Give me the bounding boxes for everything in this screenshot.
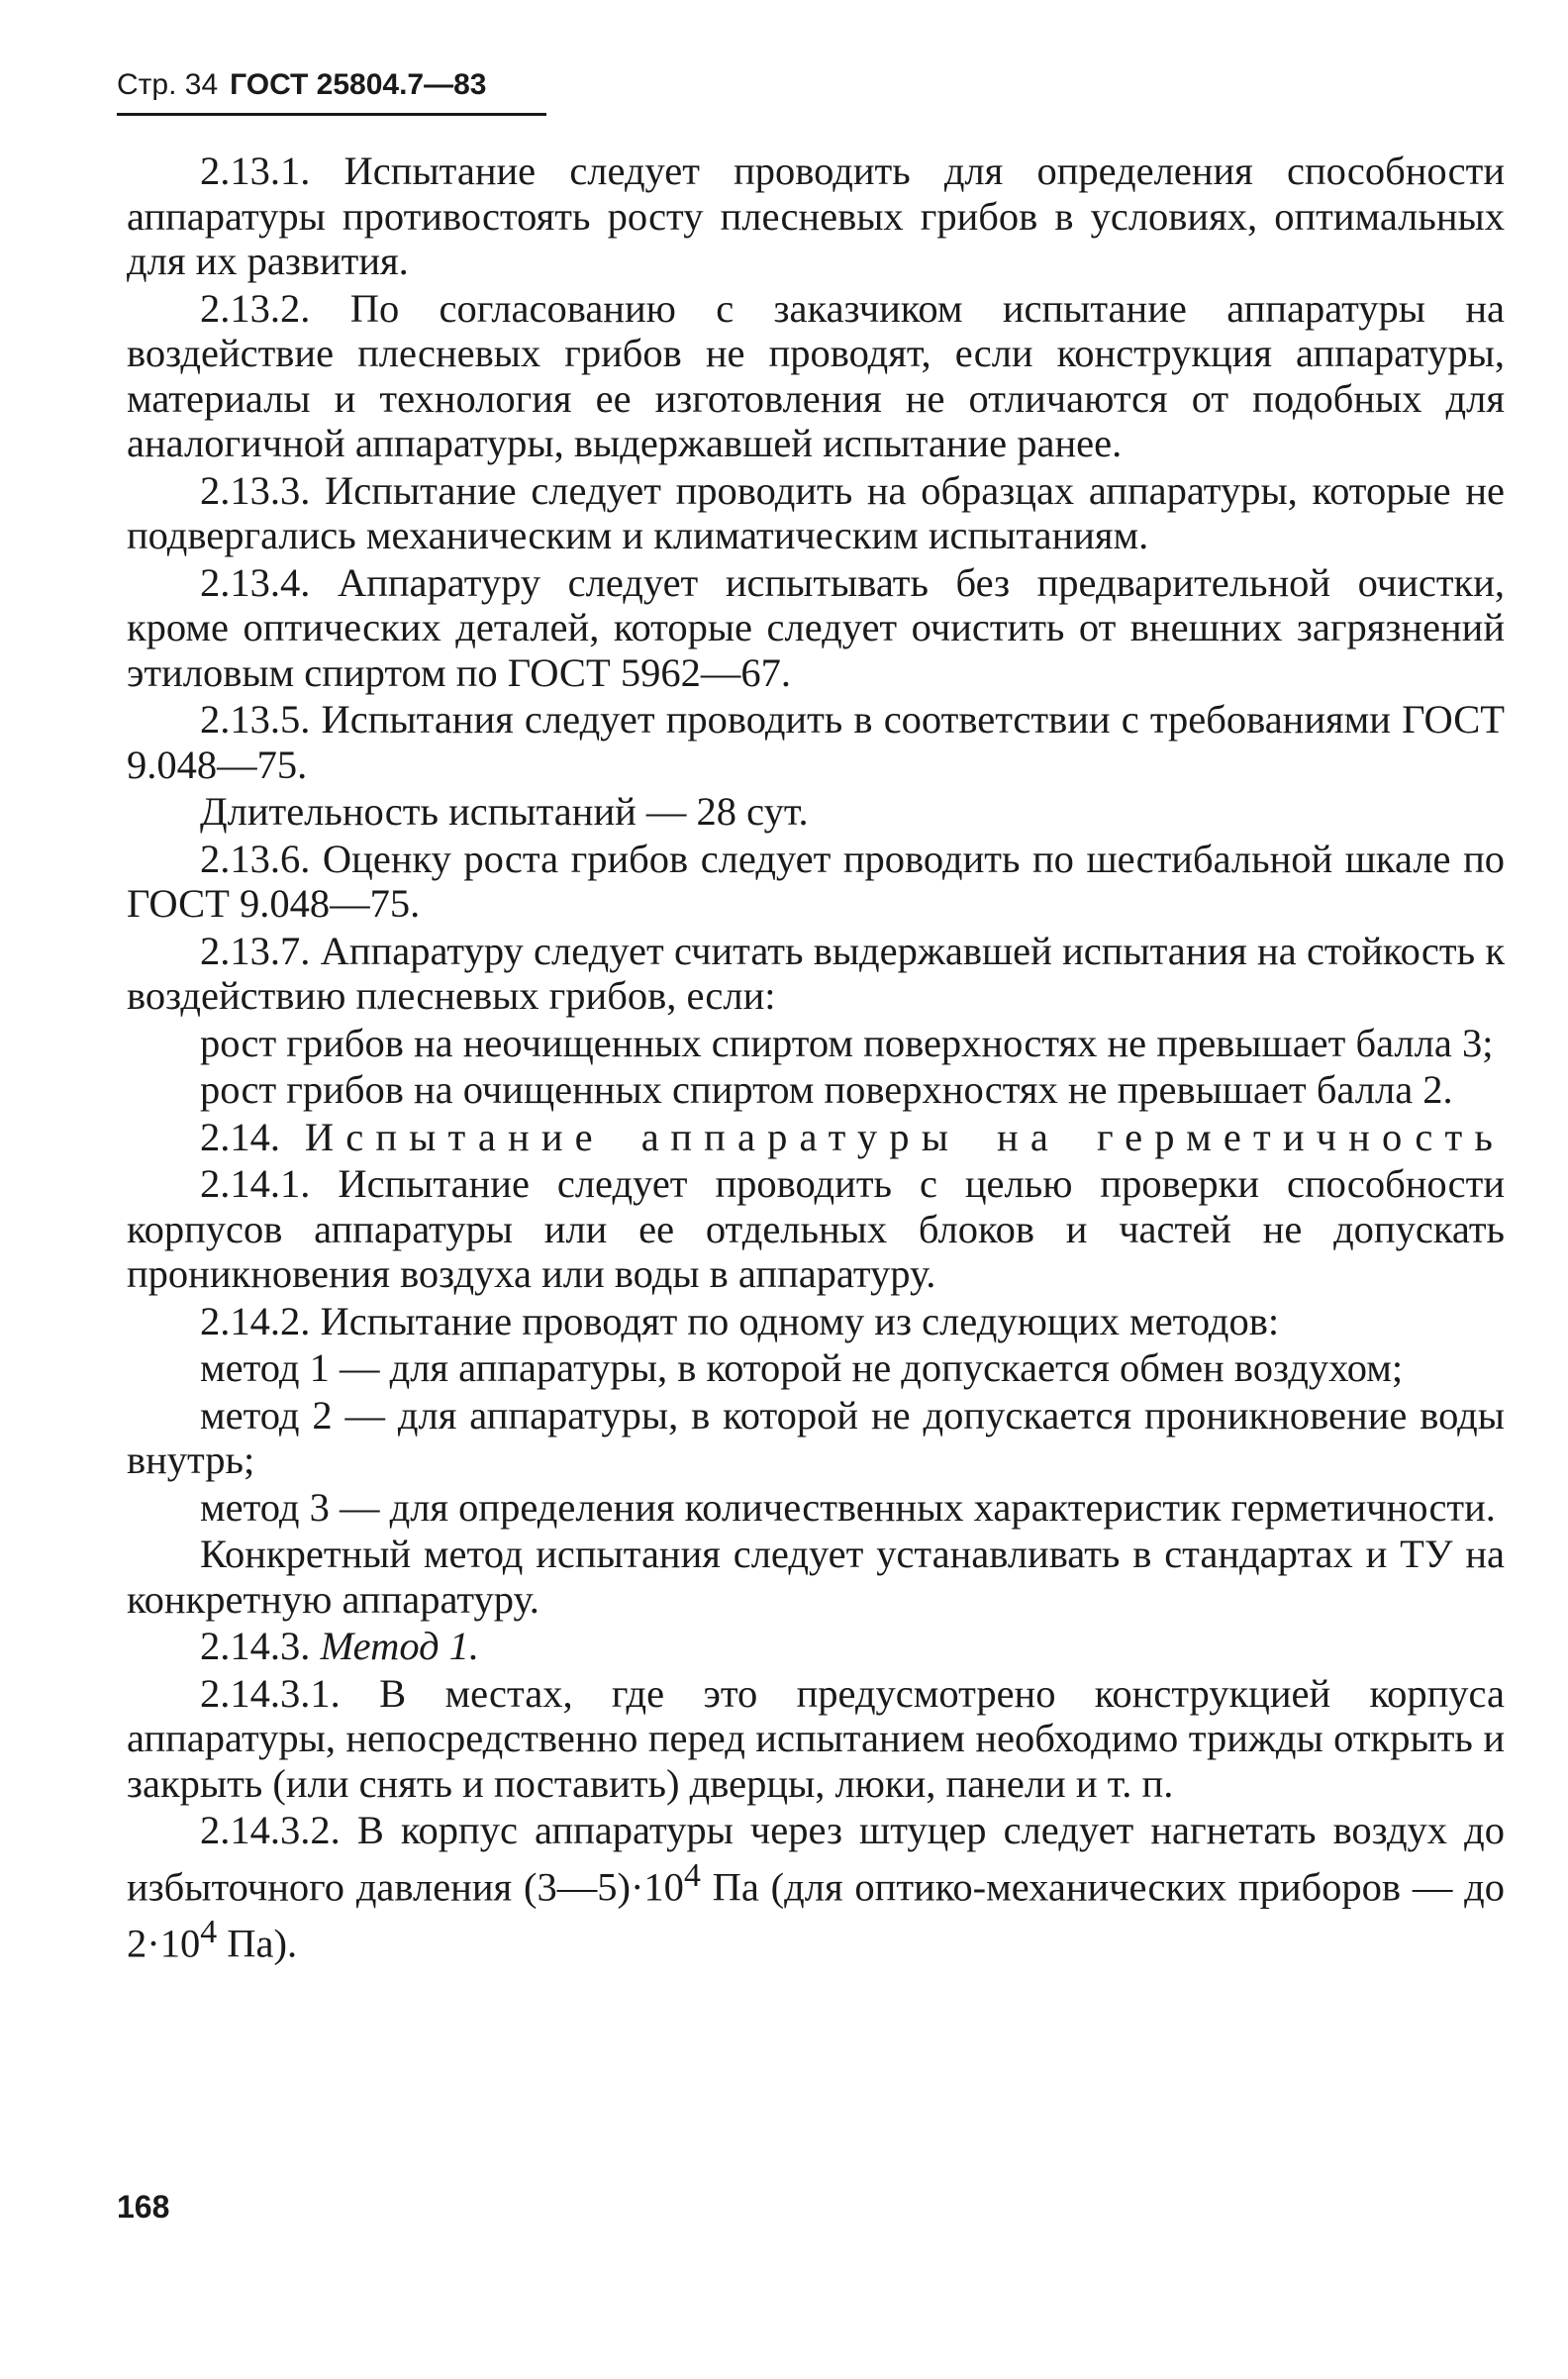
pressure-text-c: Па).	[217, 1921, 298, 1965]
page-number: 168	[117, 2189, 170, 2225]
paragraph-2-13-6: 2.13.6. Оценку роста грибов следует проводить по шестибальной шкале по ГОСТ 9.048—75.	[127, 836, 1505, 926]
paragraph-2-13-2: 2.13.2. По согласованию с заказчиком испытание аппаратуры на воздействие плесневых грибов не проводят, если конструкция аппаратуры, материалы и технология ее изготовления не отличаются от подобных для аналогичной аппаратуры, выдержавшей испытание ранее.	[127, 285, 1505, 465]
subsection-title: Метод 1.	[320, 1624, 480, 1668]
paragraph-method-1: метод 1 — для аппаратуры, в которой не допускается обмен воздухом;	[200, 1345, 1404, 1390]
paragraph-method-3: метод 3 — для определения количественных характеристик герметичности.	[200, 1484, 1496, 1530]
paragraph-2-13-3: 2.13.3. Испытание следует проводить на образцах аппаратуры, которые не подвергались механическим и климатическим испытаниям.	[127, 467, 1505, 557]
section-title: Испытание аппаратуры на герметичность	[304, 1114, 1506, 1159]
paragraph-2-14-3-1: 2.14.3.1. В местах, где это предусмотрено конструкцией корпуса аппаратуры, непосредственно перед испытанием необходимо трижды открыть и закрыть (или снять и поставить) дверцы, люки, панели и т. п.	[127, 1670, 1505, 1806]
paragraph-criterion-uncleaned: рост грибов на неочищенных спиртом поверхностях не превышает балла 3;	[200, 1020, 1494, 1065]
paragraph-2-13-7: 2.13.7. Аппаратуру следует считать выдержавшей испытания на стойкость к воздействию плесневых грибов, если:	[127, 928, 1505, 1018]
paragraph-duration: Длительность испытаний — 28 сут.	[200, 789, 809, 834]
subsection-number: 2.14.3.	[200, 1624, 311, 1668]
paragraph-2-14-2: 2.14.2. Испытание проводят по одному из следующих методов:	[200, 1298, 1280, 1343]
paragraph-2-13-5: 2.13.5. Испытания следует проводить в соответствии с требованиями ГОСТ 9.048—75.	[127, 697, 1505, 787]
paragraph-method-choice: Конкретный метод испытания следует устанавливать в стандартах и ТУ на конкретную аппаратуру.	[127, 1532, 1505, 1622]
standard-number: ГОСТ 25804.7—83	[230, 68, 487, 101]
section-heading-2-14	[127, 1115, 1505, 1160]
section-number: 2.14.	[200, 1114, 280, 1159]
paragraph-2-14-3	[127, 1624, 1505, 1669]
paragraph-2-14-1: 2.14.1. Испытание следует проводить с целью проверки способности корпусов аппаратуры или ее отдельных блоков и частей не допускать проникновения воздуха или воды в аппаратуру.	[127, 1161, 1505, 1296]
pressure-text-a: 2.14.3.2. В корпус аппаратуры через штуцер следует нагнетать воздух до избыточного давления (3—5)·10	[127, 1808, 1505, 1909]
paragraph-criterion-cleaned: рост грибов на очищенных спиртом поверхностях не превышает балла 2.	[200, 1067, 1453, 1112]
exponent-1: 4	[683, 1856, 701, 1894]
paragraph-2-13-4: 2.13.4. Аппаратуру следует испытывать без предварительной очистки, кроме оптических деталей, которые следует очистить от внешних загрязнений этиловым спиртом по ГОСТ 5962—67.	[127, 559, 1505, 695]
header-rule	[117, 113, 546, 116]
paragraph-2-14-3-2	[127, 1808, 1505, 1966]
paragraph-2-13-1: 2.13.1. Испытание следует проводить для определения способности аппаратуры противостоять росту плесневых грибов в условиях, оптимальных для их развития.	[127, 149, 1505, 283]
paragraph-method-2: метод 2 — для аппаратуры, в которой не допускается проникновение воды внутрь;	[127, 1392, 1505, 1482]
running-header	[117, 67, 486, 103]
pressure-text-b: Па (для оптико-механических приборов — до 2·10	[127, 1864, 1506, 1965]
body-text	[127, 149, 1505, 1966]
page-label: Стр. 34	[117, 68, 219, 101]
exponent-2: 4	[200, 1913, 218, 1950]
